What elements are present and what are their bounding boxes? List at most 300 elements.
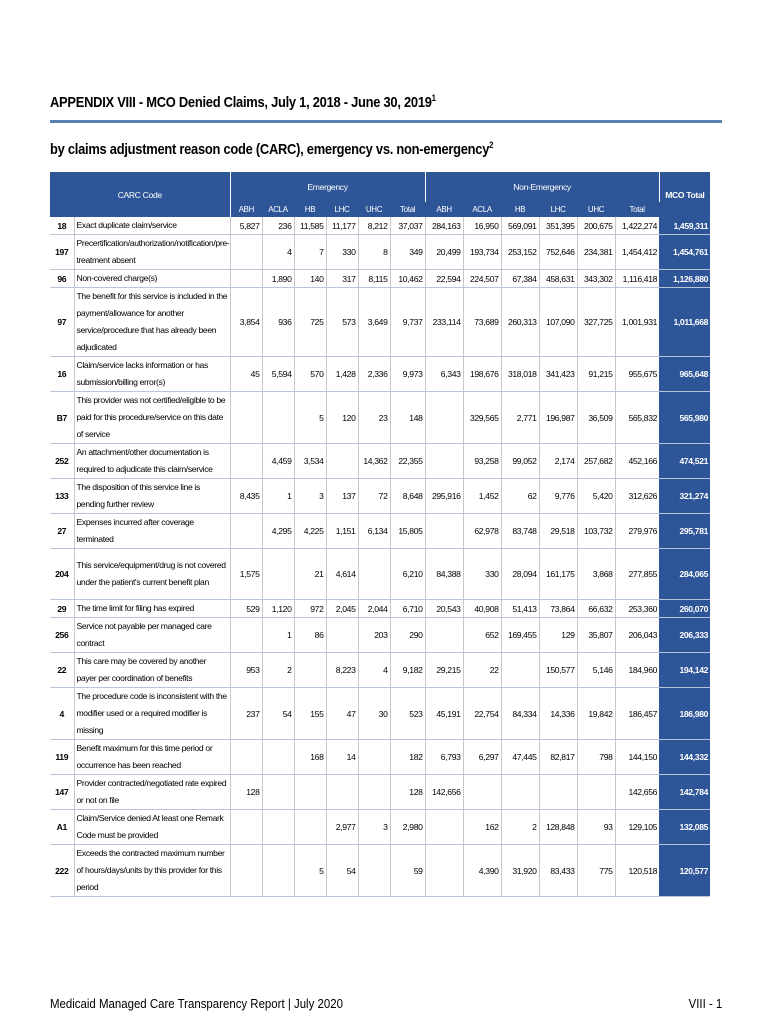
- table-cell: 2,045: [326, 600, 358, 618]
- table-row: [50, 775, 710, 810]
- table-row: [50, 217, 710, 235]
- table-cell: 40,908: [463, 600, 501, 618]
- table-cell: [326, 775, 358, 810]
- table-cell: 86: [294, 618, 326, 653]
- table-cell: 140: [294, 270, 326, 288]
- table-cell: 62,978: [463, 514, 501, 549]
- table-cell: 349: [390, 235, 425, 270]
- table-cell: 62: [501, 479, 539, 514]
- table-cell: 343,302: [577, 270, 615, 288]
- table-cell: [425, 392, 463, 444]
- mco-total-cell: 132,085: [659, 810, 710, 845]
- emergency-header: Emergency: [230, 172, 425, 202]
- table-cell: 107,090: [539, 288, 577, 357]
- carc-code: 16: [50, 357, 74, 392]
- carc-description: An attachment/other documentation is required to adjudicate this claim/service: [74, 444, 230, 479]
- table-cell: 3: [294, 479, 326, 514]
- table-cell: [501, 775, 539, 810]
- table-cell: 162: [463, 810, 501, 845]
- table-cell: 1,422,274: [615, 217, 659, 235]
- table-cell: 5: [294, 392, 326, 444]
- table-row: [50, 618, 710, 653]
- table-row: [50, 740, 710, 775]
- table-cell: 103,732: [577, 514, 615, 549]
- table-row: [50, 688, 710, 740]
- table-cell: 54: [326, 845, 358, 897]
- table-cell: 128: [390, 775, 425, 810]
- table-cell: 142,656: [425, 775, 463, 810]
- table-cell: 4,459: [262, 444, 294, 479]
- table-cell: 20,499: [425, 235, 463, 270]
- carc-code: 18: [50, 217, 74, 235]
- carc-description: Non-covered charge(s): [74, 270, 230, 288]
- table-cell: 29,518: [539, 514, 577, 549]
- carc-code: 252: [50, 444, 74, 479]
- table-cell: [230, 444, 262, 479]
- carc-code: 29: [50, 600, 74, 618]
- table-cell: 9,182: [390, 653, 425, 688]
- table-cell: 22,355: [390, 444, 425, 479]
- table-cell: 155: [294, 688, 326, 740]
- table-cell: 953: [230, 653, 262, 688]
- table-cell: 9,737: [390, 288, 425, 357]
- table-cell: 652: [463, 618, 501, 653]
- table-cell: 128,848: [539, 810, 577, 845]
- table-cell: 5,420: [577, 479, 615, 514]
- table-cell: [230, 618, 262, 653]
- table-row: [50, 479, 710, 514]
- table-row: [50, 235, 710, 270]
- table-cell: 458,631: [539, 270, 577, 288]
- table-cell: 224,507: [463, 270, 501, 288]
- table-cell: 295,916: [425, 479, 463, 514]
- table-cell: 237: [230, 688, 262, 740]
- table-cell: 14: [326, 740, 358, 775]
- mco-total-cell: 260,070: [659, 600, 710, 618]
- column-header: ABH: [425, 202, 463, 217]
- table-cell: 186,457: [615, 688, 659, 740]
- table-cell: 277,855: [615, 549, 659, 600]
- table-cell: 1,428: [326, 357, 358, 392]
- table-cell: [294, 775, 326, 810]
- table-cell: 6,210: [390, 549, 425, 600]
- table-cell: 23: [358, 392, 390, 444]
- column-header: ACLA: [463, 202, 501, 217]
- table-cell: 955,675: [615, 357, 659, 392]
- table-cell: 233,114: [425, 288, 463, 357]
- table-cell: [230, 740, 262, 775]
- carc-code: 97: [50, 288, 74, 357]
- table-cell: [294, 653, 326, 688]
- table-cell: 28,094: [501, 549, 539, 600]
- table-row: [50, 810, 710, 845]
- carc-description: Provider contracted/negotiated rate expired or not on file: [74, 775, 230, 810]
- title-divider: [50, 120, 722, 123]
- table-cell: [262, 740, 294, 775]
- table-cell: 84,388: [425, 549, 463, 600]
- table-cell: 452,166: [615, 444, 659, 479]
- table-cell: 129,105: [615, 810, 659, 845]
- table-cell: 3: [358, 810, 390, 845]
- table-cell: 142,656: [615, 775, 659, 810]
- table-cell: 93,258: [463, 444, 501, 479]
- table-cell: 341,423: [539, 357, 577, 392]
- table-cell: 1,120: [262, 600, 294, 618]
- table-cell: [425, 810, 463, 845]
- column-header: Total: [615, 202, 659, 217]
- table-cell: 1,151: [326, 514, 358, 549]
- table-cell: 327,725: [577, 288, 615, 357]
- table-cell: 59: [390, 845, 425, 897]
- table-cell: 19,842: [577, 688, 615, 740]
- table-cell: 120: [326, 392, 358, 444]
- table-cell: 51,413: [501, 600, 539, 618]
- table-cell: 284,163: [425, 217, 463, 235]
- carc-code: 96: [50, 270, 74, 288]
- table-cell: 203: [358, 618, 390, 653]
- mco-total-cell: 206,333: [659, 618, 710, 653]
- table-cell: 253,152: [501, 235, 539, 270]
- table-cell: 11,585: [294, 217, 326, 235]
- column-header: UHC: [358, 202, 390, 217]
- table-cell: 45,191: [425, 688, 463, 740]
- carc-description: Exact duplicate claim/service: [74, 217, 230, 235]
- carc-description: The time limit for filing has expired: [74, 600, 230, 618]
- table-cell: 257,682: [577, 444, 615, 479]
- mco-total-cell: 1,459,311: [659, 217, 710, 235]
- mco-total-cell: 965,648: [659, 357, 710, 392]
- table-cell: 2,336: [358, 357, 390, 392]
- table-cell: 4,390: [463, 845, 501, 897]
- carc-description: The benefit for this service is included in the payment/allowance for another service/procedure that has already been adjudicated: [74, 288, 230, 357]
- carc-code: 27: [50, 514, 74, 549]
- table-cell: 570: [294, 357, 326, 392]
- table-cell: 3,854: [230, 288, 262, 357]
- mco-total-cell: 295,781: [659, 514, 710, 549]
- mco-total-cell: 144,332: [659, 740, 710, 775]
- table-cell: 54: [262, 688, 294, 740]
- mco-total-cell: 186,980: [659, 688, 710, 740]
- table-cell: 2: [501, 810, 539, 845]
- carc-code: 147: [50, 775, 74, 810]
- carc-code: 133: [50, 479, 74, 514]
- table-cell: 31,920: [501, 845, 539, 897]
- non-emergency-header: Non-Emergency: [425, 172, 659, 202]
- table-cell: 15,805: [390, 514, 425, 549]
- table-cell: [230, 810, 262, 845]
- table-cell: [358, 549, 390, 600]
- mco-total-cell: 142,784: [659, 775, 710, 810]
- column-header: LHC: [539, 202, 577, 217]
- table-cell: 8,223: [326, 653, 358, 688]
- table-cell: 14,362: [358, 444, 390, 479]
- table-cell: 22: [463, 653, 501, 688]
- carc-description: This care may be covered by another payer per coordination of benefits: [74, 653, 230, 688]
- table-cell: 2,771: [501, 392, 539, 444]
- table-cell: 200,675: [577, 217, 615, 235]
- carc-code: 119: [50, 740, 74, 775]
- table-cell: 9,776: [539, 479, 577, 514]
- table-cell: 1,575: [230, 549, 262, 600]
- table-row: [50, 600, 710, 618]
- table-row: [50, 514, 710, 549]
- table-cell: 128: [230, 775, 262, 810]
- carc-description: This service/equipment/drug is not covered under the patient's current benefit plan: [74, 549, 230, 600]
- table-cell: [230, 845, 262, 897]
- table-cell: 775: [577, 845, 615, 897]
- table-cell: 198,676: [463, 357, 501, 392]
- table-cell: 168: [294, 740, 326, 775]
- table-cell: 6,710: [390, 600, 425, 618]
- table-cell: 72: [358, 479, 390, 514]
- table-cell: [425, 845, 463, 897]
- table-cell: 196,987: [539, 392, 577, 444]
- carc-code: 204: [50, 549, 74, 600]
- carc-code: B7: [50, 392, 74, 444]
- mco-total-cell: 194,142: [659, 653, 710, 688]
- table-cell: 47,445: [501, 740, 539, 775]
- table-cell: 21: [294, 549, 326, 600]
- table-cell: 351,395: [539, 217, 577, 235]
- table-cell: [425, 444, 463, 479]
- table-cell: 1,001,931: [615, 288, 659, 357]
- table-cell: 2,980: [390, 810, 425, 845]
- mco-total-cell: 565,980: [659, 392, 710, 444]
- table-cell: 312,626: [615, 479, 659, 514]
- table-cell: 144,150: [615, 740, 659, 775]
- table-cell: 184,960: [615, 653, 659, 688]
- table-cell: 2: [262, 653, 294, 688]
- mco-total-cell: 1,011,668: [659, 288, 710, 357]
- table-cell: 234,381: [577, 235, 615, 270]
- carc-code: 22: [50, 653, 74, 688]
- mco-total-cell: 321,274: [659, 479, 710, 514]
- table-row: [50, 288, 710, 357]
- column-header: ABH: [230, 202, 262, 217]
- table-cell: [463, 775, 501, 810]
- column-header: HB: [501, 202, 539, 217]
- mco-total-cell: 474,521: [659, 444, 710, 479]
- table-cell: 16,950: [463, 217, 501, 235]
- table-cell: 6,793: [425, 740, 463, 775]
- table-cell: 4: [262, 235, 294, 270]
- table-cell: 725: [294, 288, 326, 357]
- table-cell: 83,748: [501, 514, 539, 549]
- table-cell: 93: [577, 810, 615, 845]
- table-cell: 279,976: [615, 514, 659, 549]
- column-header: UHC: [577, 202, 615, 217]
- table-cell: [539, 775, 577, 810]
- table-cell: 6,297: [463, 740, 501, 775]
- table-cell: 4: [358, 653, 390, 688]
- table-cell: 330: [463, 549, 501, 600]
- table-cell: 3,649: [358, 288, 390, 357]
- table-cell: 8: [358, 235, 390, 270]
- table-cell: [262, 845, 294, 897]
- table-cell: 10,462: [390, 270, 425, 288]
- table-cell: 82,817: [539, 740, 577, 775]
- table-cell: 4,614: [326, 549, 358, 600]
- table-cell: [262, 549, 294, 600]
- table-cell: 129: [539, 618, 577, 653]
- mco-total-cell: 1,126,880: [659, 270, 710, 288]
- table-cell: 36,509: [577, 392, 615, 444]
- table-cell: 73,864: [539, 600, 577, 618]
- carc-description: This provider was not certified/eligible to be paid for this procedure/service on this date of service: [74, 392, 230, 444]
- table-cell: 169,455: [501, 618, 539, 653]
- table-cell: 193,734: [463, 235, 501, 270]
- carc-code: 4: [50, 688, 74, 740]
- footer-report-name: Medicaid Managed Care Transparency Report | July 2020: [50, 996, 343, 1011]
- table-cell: 1,116,418: [615, 270, 659, 288]
- table-cell: 1,454,412: [615, 235, 659, 270]
- table-cell: [230, 392, 262, 444]
- table-cell: [230, 514, 262, 549]
- table-row: [50, 270, 710, 288]
- table-cell: 137: [326, 479, 358, 514]
- carc-description: Claim/service lacks information or has submission/billing error(s): [74, 357, 230, 392]
- carc-code: A1: [50, 810, 74, 845]
- table-cell: 6,343: [425, 357, 463, 392]
- table-cell: 84,334: [501, 688, 539, 740]
- page-subtitle: by claims adjustment reason code (CARC), emergency vs. non-emergency$^2$: [50, 140, 494, 158]
- table-cell: [230, 235, 262, 270]
- table-cell: 3,534: [294, 444, 326, 479]
- table-cell: 11,177: [326, 217, 358, 235]
- table-cell: 99,052: [501, 444, 539, 479]
- table-cell: 752,646: [539, 235, 577, 270]
- table-cell: 936: [262, 288, 294, 357]
- table-cell: 148: [390, 392, 425, 444]
- table-row: [50, 444, 710, 479]
- table-cell: 20,543: [425, 600, 463, 618]
- table-cell: [326, 618, 358, 653]
- table-cell: 83,433: [539, 845, 577, 897]
- table-cell: 5,827: [230, 217, 262, 235]
- carc-code: 197: [50, 235, 74, 270]
- table-cell: 260,313: [501, 288, 539, 357]
- table-cell: 47: [326, 688, 358, 740]
- table-cell: 5,146: [577, 653, 615, 688]
- table-cell: 290: [390, 618, 425, 653]
- column-header: HB: [294, 202, 326, 217]
- table-cell: 798: [577, 740, 615, 775]
- table-cell: 206,043: [615, 618, 659, 653]
- carc-code-header: CARC Code: [50, 172, 230, 217]
- carc-description: Benefit maximum for this time period or occurrence has been reached: [74, 740, 230, 775]
- table-cell: 8,435: [230, 479, 262, 514]
- table-cell: 37,037: [390, 217, 425, 235]
- table-row: [50, 357, 710, 392]
- table-cell: 573: [326, 288, 358, 357]
- page-title-wrap: [50, 93, 722, 111]
- column-header: Total: [390, 202, 425, 217]
- table-cell: 253,360: [615, 600, 659, 618]
- table-cell: [294, 810, 326, 845]
- table-cell: [230, 270, 262, 288]
- table-cell: [577, 775, 615, 810]
- table-cell: 120,518: [615, 845, 659, 897]
- table-cell: 9,973: [390, 357, 425, 392]
- page-title: APPENDIX VIII - MCO Denied Claims, July 1, 2018 - June 30, 2019$^1$: [50, 93, 436, 111]
- carc-code: 222: [50, 845, 74, 897]
- table-cell: 22,754: [463, 688, 501, 740]
- table-cell: [358, 775, 390, 810]
- carc-description: Claim/Service denied At least one Remark Code must be provided: [74, 810, 230, 845]
- table-cell: 22,594: [425, 270, 463, 288]
- table-row: [50, 549, 710, 600]
- table-cell: 569,091: [501, 217, 539, 235]
- table-cell: 972: [294, 600, 326, 618]
- table-cell: 529: [230, 600, 262, 618]
- table-cell: 1: [262, 618, 294, 653]
- table-cell: 2,977: [326, 810, 358, 845]
- table-cell: 8,648: [390, 479, 425, 514]
- table-cell: 565,832: [615, 392, 659, 444]
- carc-description: The disposition of this service line is pending further review: [74, 479, 230, 514]
- table-cell: 35,807: [577, 618, 615, 653]
- table-cell: [501, 653, 539, 688]
- table-cell: [358, 740, 390, 775]
- table-cell: 8,212: [358, 217, 390, 235]
- table-cell: 317: [326, 270, 358, 288]
- column-header: ACLA: [262, 202, 294, 217]
- carc-description: Service not payable per managed care contract: [74, 618, 230, 653]
- table-cell: 7: [294, 235, 326, 270]
- table-cell: 1,452: [463, 479, 501, 514]
- mco-total-cell: 284,065: [659, 549, 710, 600]
- table-cell: 329,565: [463, 392, 501, 444]
- table-cell: 318,018: [501, 357, 539, 392]
- table-cell: 5: [294, 845, 326, 897]
- table-cell: 1: [262, 479, 294, 514]
- table-cell: 45: [230, 357, 262, 392]
- table-cell: [262, 810, 294, 845]
- table-cell: 73,689: [463, 288, 501, 357]
- table-cell: [262, 392, 294, 444]
- column-header: LHC: [326, 202, 358, 217]
- table-cell: 1,890: [262, 270, 294, 288]
- table-row: [50, 845, 710, 897]
- mco-total-cell: 120,577: [659, 845, 710, 897]
- table-cell: 29,215: [425, 653, 463, 688]
- table-cell: 523: [390, 688, 425, 740]
- table-cell: 91,215: [577, 357, 615, 392]
- table-cell: 330: [326, 235, 358, 270]
- table-cell: [425, 514, 463, 549]
- table-cell: 182: [390, 740, 425, 775]
- table-row: [50, 653, 710, 688]
- table-cell: 14,336: [539, 688, 577, 740]
- table-cell: 236: [262, 217, 294, 235]
- table-cell: [326, 444, 358, 479]
- carc-description: The procedure code is inconsistent with the modifier used or a required modifier is missing: [74, 688, 230, 740]
- table-cell: 2,044: [358, 600, 390, 618]
- mco-total-header: MCO Total: [659, 172, 710, 217]
- table-cell: 8,115: [358, 270, 390, 288]
- table-row: [50, 392, 710, 444]
- table-cell: [425, 618, 463, 653]
- table-cell: 4,225: [294, 514, 326, 549]
- table-cell: 6,134: [358, 514, 390, 549]
- mco-total-cell: 1,454,761: [659, 235, 710, 270]
- carc-description: Expenses incurred after coverage terminated: [74, 514, 230, 549]
- table-cell: 4,295: [262, 514, 294, 549]
- table-cell: 5,594: [262, 357, 294, 392]
- carc-code: 256: [50, 618, 74, 653]
- footer-page-number: VIII - 1: [688, 996, 722, 1011]
- table-cell: 30: [358, 688, 390, 740]
